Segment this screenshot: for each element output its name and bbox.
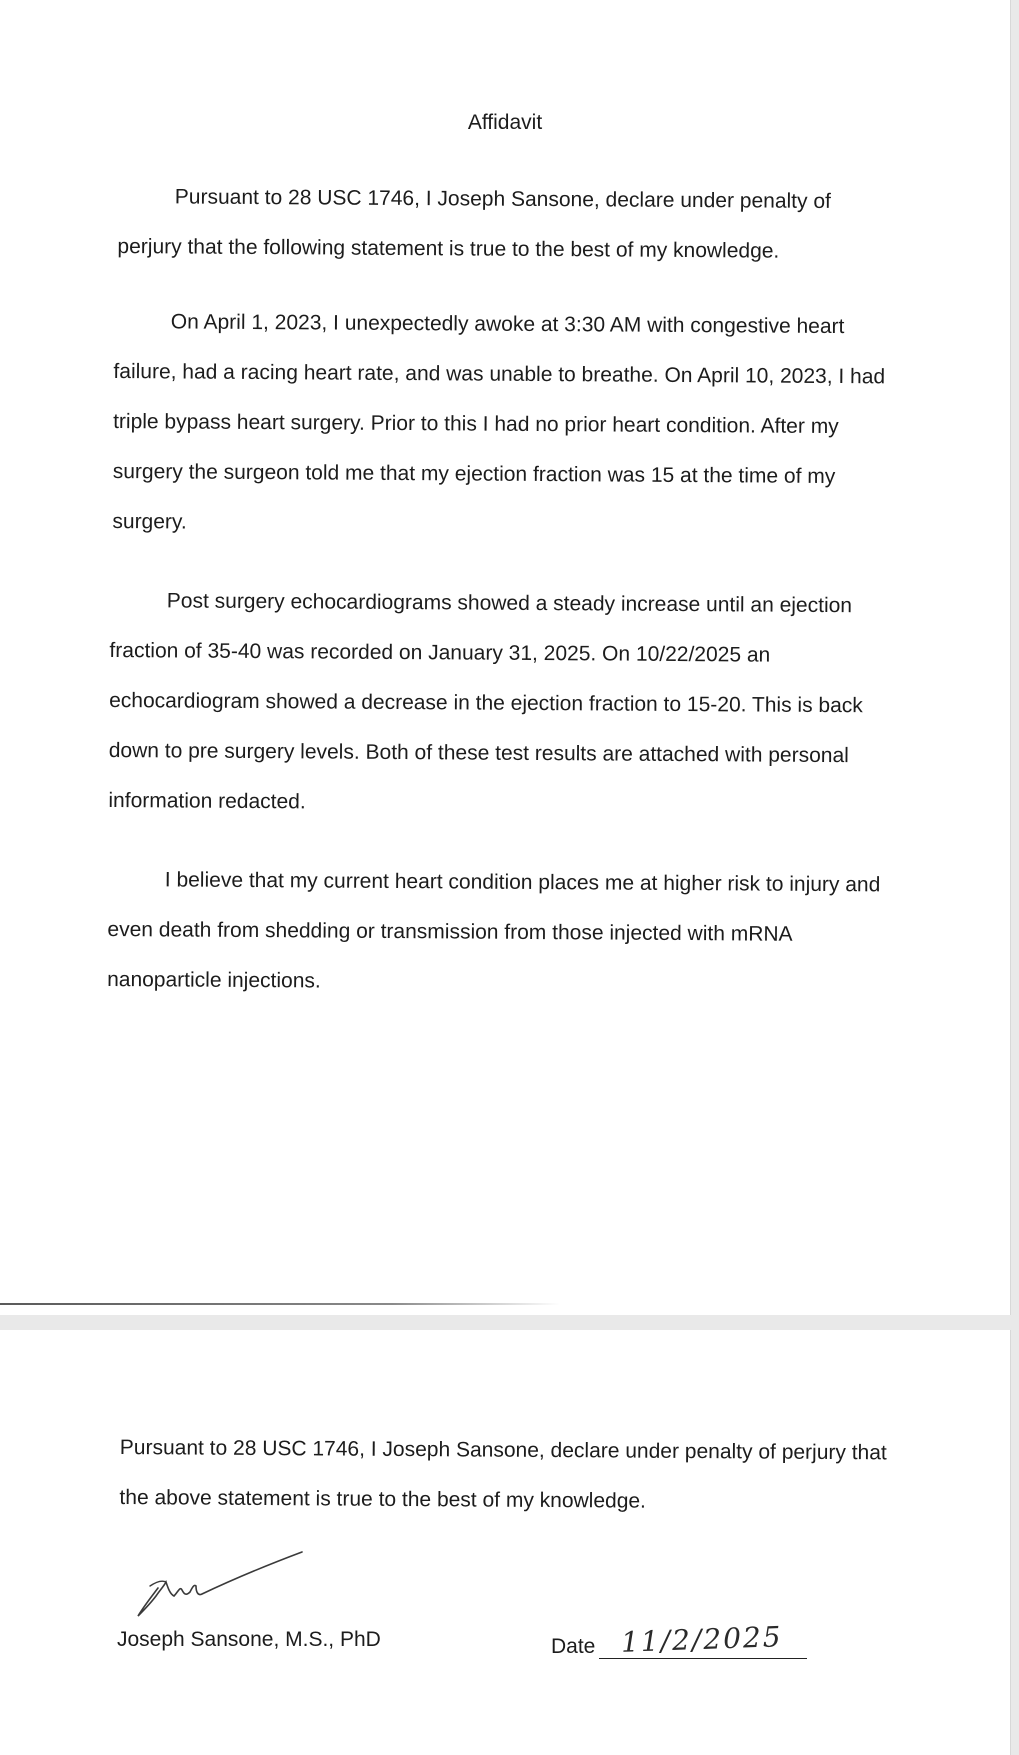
signatory-name: Joseph Sansone, M.S., PhD: [117, 1628, 381, 1651]
date-field: [551, 1622, 807, 1659]
handwritten-date: 11/2/2025: [620, 1620, 784, 1659]
paragraph-echocardiograms: [108, 576, 900, 832]
date-label: Date: [551, 1635, 596, 1658]
closing-text: Pursuant to 28 USC 1746, I Joseph Sansone, declare under penalty of perjury that the above statement is true to the best of my knowledge.: [119, 1435, 887, 1513]
paragraph-text: On April 1, 2023, I unexpectedly awoke at 3:30 AM with congestive heart failure, had a racing heart rate, and was unable to breathe. On April 10, 2023, I had triple bypass heart surgery. Prior to this I had no prior heart condition. After my surgery the surgeon told me that my ejection fraction was 15 at the time of my surgery.: [112, 310, 886, 534]
paragraph-text: Post surgery echocardiograms showed a steady increase until an ejection fraction of 35-40 was recorded on January 31, 2025. On 10/22/2025 an echocardiogram showed a decrease in the ejection fraction to 15-20. This is back down to pre surgery levels. Both of these test results are attached with personal information redacted.: [108, 589, 863, 814]
paragraph-risk-belief: [107, 855, 898, 1011]
page-fold-line: [0, 1303, 560, 1305]
date-signature-line: [599, 1622, 807, 1659]
paragraph-declaration: [117, 172, 898, 277]
affidavit-page-2: [0, 1330, 1011, 1755]
paragraph-text: I believe that my current heart condition places me at higher risk to injury and even death from shedding or transmission from those injected with mRNA nanoparticle injections.: [107, 868, 881, 993]
paragraph-heart-failure: [112, 297, 904, 553]
document-title: Affidavit: [467, 111, 543, 134]
closing-declaration: [119, 1423, 900, 1528]
handwritten-signature: [130, 1546, 310, 1626]
paragraph-text: Pursuant to 28 USC 1746, I Joseph Sansone, declare under penalty of perjury that the following statement is true to the best of my knowledge.: [117, 185, 832, 263]
